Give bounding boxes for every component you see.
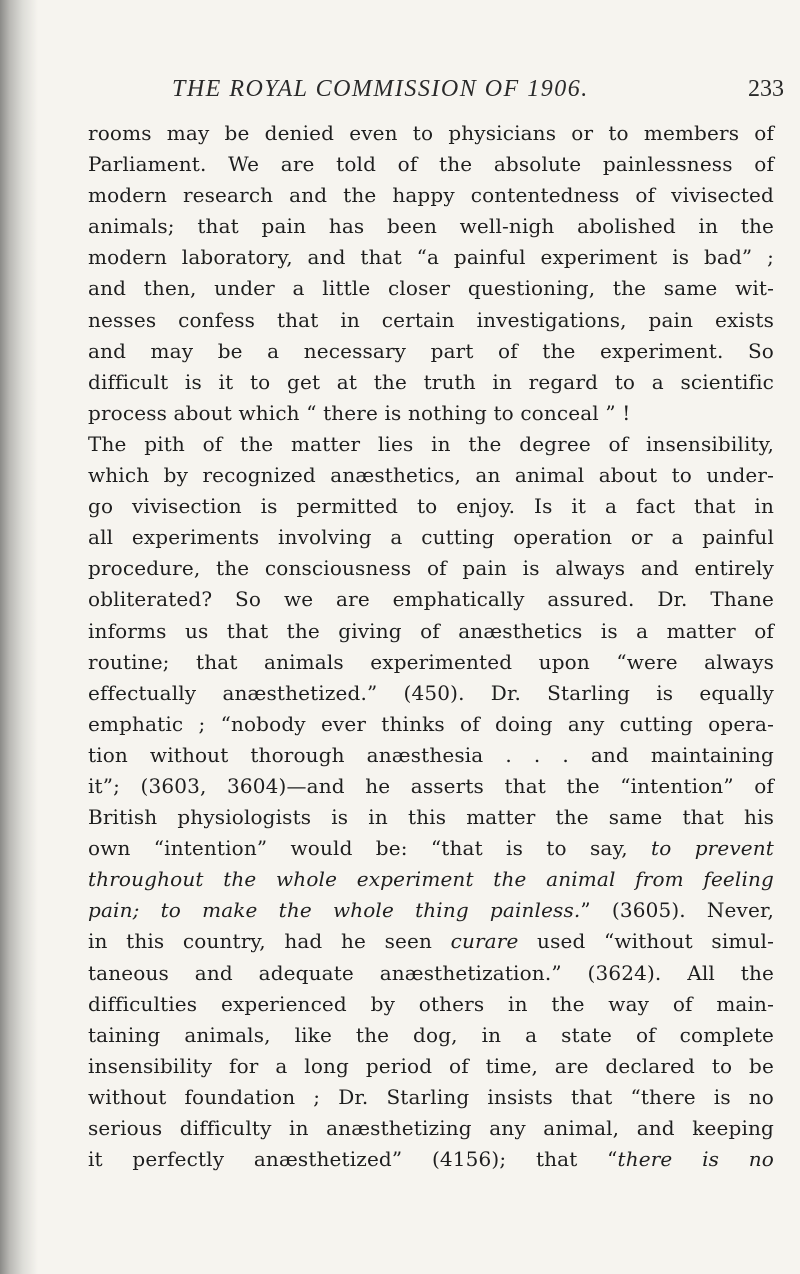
text-line	[88, 211, 774, 242]
text-line	[88, 616, 774, 647]
text-line	[88, 336, 774, 367]
text-line	[88, 149, 774, 180]
text-line	[88, 833, 774, 864]
text-segment: Parliament. We are told of the absolute painlessness of	[88, 152, 774, 177]
text-segment: rooms may be denied even to physicians or to members of	[88, 121, 774, 145]
text-line	[88, 584, 774, 615]
text-segment: without foundation ; Dr. Starling insists that “there is no	[88, 1084, 774, 1109]
text-segment: which by recognized anæsthetics, an animal about to under-	[88, 463, 774, 488]
text-line	[88, 553, 774, 584]
text-segment: insensibility for a long period of time, are declared to be	[88, 1053, 774, 1078]
text-segment: own “intention” would be: “that is to say,	[88, 836, 652, 861]
text-segment: all experiments involving a cutting operation or a painful	[88, 525, 774, 550]
text-segment: it perfectly anæsthetized” (4156); that “	[88, 1147, 618, 1172]
text-segment: serious difficulty in anæsthetizing any animal, and keeping	[88, 1116, 774, 1140]
text-line	[88, 1082, 774, 1113]
text-segment: and then, under a little closer questioning, the same wit-	[88, 276, 774, 301]
text-segment: informs us that the giving of anæsthetics is a matter of	[88, 618, 774, 643]
text-segment: effectually anæsthetized.” (450). Dr. Starling is equally	[88, 680, 774, 705]
text-segment: procedure, the consciousness of pain is always and entirely	[88, 556, 774, 581]
text-segment: British physiologists is in this matter the same that his	[88, 805, 774, 830]
text-segment: taneous and adequate anæsthetization.” (3624). All the	[88, 960, 774, 985]
text-segment: routine; that animals experimented upon “were always	[88, 649, 774, 674]
text-line	[88, 647, 774, 678]
text-line	[88, 242, 774, 273]
text-segment: taining animals, like the dog, in a state of complete	[88, 1022, 774, 1047]
italic-text: throughout the whole experiment the animal from feeling	[88, 867, 774, 892]
text-segment: ” (3605). Never,	[580, 898, 774, 923]
text-line	[88, 180, 774, 211]
text-segment: obliterated? So we are emphatically assured. Dr. Thane	[88, 587, 774, 612]
body-text	[88, 118, 774, 1175]
text-segment: process about which “ there is nothing to conceal ” !	[88, 400, 631, 425]
text-line	[88, 771, 774, 802]
text-line	[88, 678, 774, 709]
text-line	[88, 864, 774, 895]
text-line	[88, 895, 774, 926]
italic-text: curare	[450, 929, 519, 954]
text-segment: difficulties experienced by others in the way of main-	[88, 991, 774, 1016]
text-line	[88, 429, 774, 460]
italic-text: pain; to make the whole thing painless.	[88, 898, 581, 923]
running-title: THE ROYAL COMMISSION OF 1906.	[172, 76, 589, 102]
text-line	[88, 367, 774, 398]
text-line	[88, 958, 774, 989]
text-line	[88, 709, 774, 740]
text-segment: nesses confess that in certain investigations, pain exists	[88, 307, 774, 332]
text-line	[88, 398, 774, 429]
page-binding-shadow	[0, 0, 38, 1274]
text-line	[88, 926, 774, 957]
text-segment: modern laboratory, and that “a painful experiment is bad” ;	[88, 245, 774, 270]
text-line	[88, 460, 774, 491]
text-line	[88, 989, 774, 1020]
text-line	[88, 1020, 774, 1051]
text-segment: modern research and the happy contentedness of vivisected	[88, 183, 774, 208]
text-line	[88, 1051, 774, 1082]
page-number: 233	[748, 76, 784, 102]
text-segment: emphatic ; “nobody ever thinks of doing any cutting opera-	[88, 711, 774, 736]
text-line	[88, 1144, 774, 1175]
text-line	[88, 522, 774, 553]
italic-text: to prevent	[651, 836, 774, 861]
text-segment: difficult is it to get at the truth in regard to a scientific	[88, 369, 774, 394]
text-line	[88, 740, 774, 771]
text-line	[88, 273, 774, 304]
text-segment: used “without simul-	[518, 929, 774, 954]
text-segment: animals; that pain has been well-nigh abolished in the	[88, 214, 774, 239]
text-line	[88, 305, 774, 336]
text-segment: tion without thorough anæsthesia . . . and maintaining	[88, 742, 774, 767]
text-line	[88, 802, 774, 833]
italic-text: there is no	[617, 1147, 774, 1172]
text-segment: and may be a necessary part of the experiment. So	[88, 338, 774, 363]
running-head	[88, 72, 784, 118]
text-line	[88, 118, 774, 149]
text-line	[88, 1113, 774, 1144]
text-segment: in this country, had he seen	[88, 929, 451, 954]
text-segment: it”; (3603, 3604)—and he asserts that the “intention” of	[88, 773, 774, 798]
book-page	[88, 72, 784, 1175]
text-segment: The pith of the matter lies in the degree of insensibility,	[88, 431, 774, 456]
text-segment: go vivisection is permitted to enjoy. Is it a fact that in	[88, 494, 774, 519]
text-line	[88, 491, 774, 522]
